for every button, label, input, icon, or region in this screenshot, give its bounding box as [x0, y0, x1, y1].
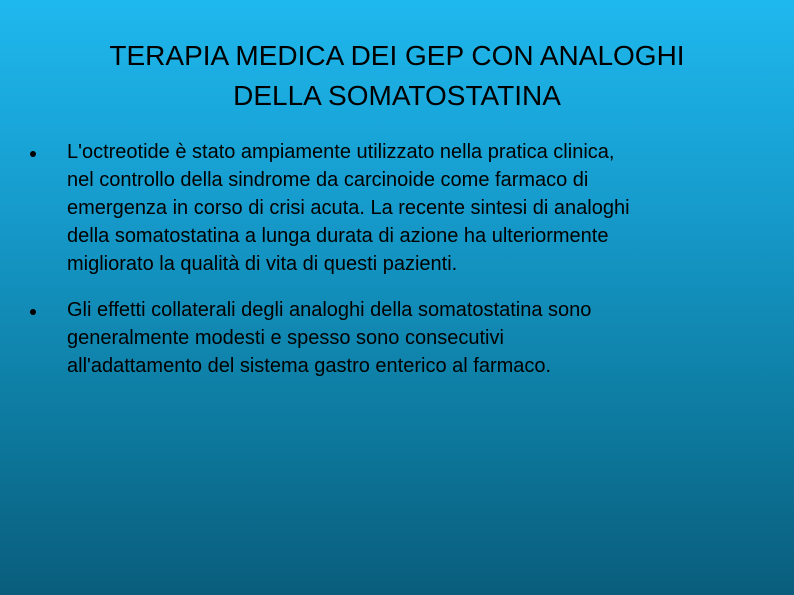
bullet-dot-icon [30, 151, 36, 157]
bullet-1-line-3: emergenza in corso di crisi acuta. La recente sintesi di analoghi [67, 197, 630, 219]
bullet-1-line-2: nel controllo della sindrome da carcinoide come farmaco di [67, 169, 589, 191]
bullet-1-line-5: migliorato la qualità di vita di questi pazienti. [67, 253, 458, 275]
bullet-item-2 [30, 296, 760, 380]
bullet-list [30, 138, 760, 398]
bullet-dot-icon [30, 309, 36, 315]
bullet-2-line-3: all'adattamento del sistema gastro enterico al farmaco. [67, 355, 552, 377]
bullet-2-line-2: generalmente modesti e spesso sono consecutivi [67, 327, 504, 349]
bullet-1-line-1: L'octreotide è stato ampiamente utilizzato nella pratica clinica, [67, 141, 615, 163]
title-line-2: DELLA SOMATOSTATINA [233, 80, 561, 111]
bullet-2-line-1: Gli effetti collaterali degli analoghi della somatostatina sono [67, 299, 592, 321]
bullet-1-line-4: della somatostatina a lunga durata di azione ha ulteriormente [67, 225, 609, 247]
bullet-item-1 [30, 138, 760, 278]
slide-title [40, 36, 754, 116]
title-line-1: TERAPIA MEDICA DEI GEP CON ANALOGHI [109, 40, 685, 71]
